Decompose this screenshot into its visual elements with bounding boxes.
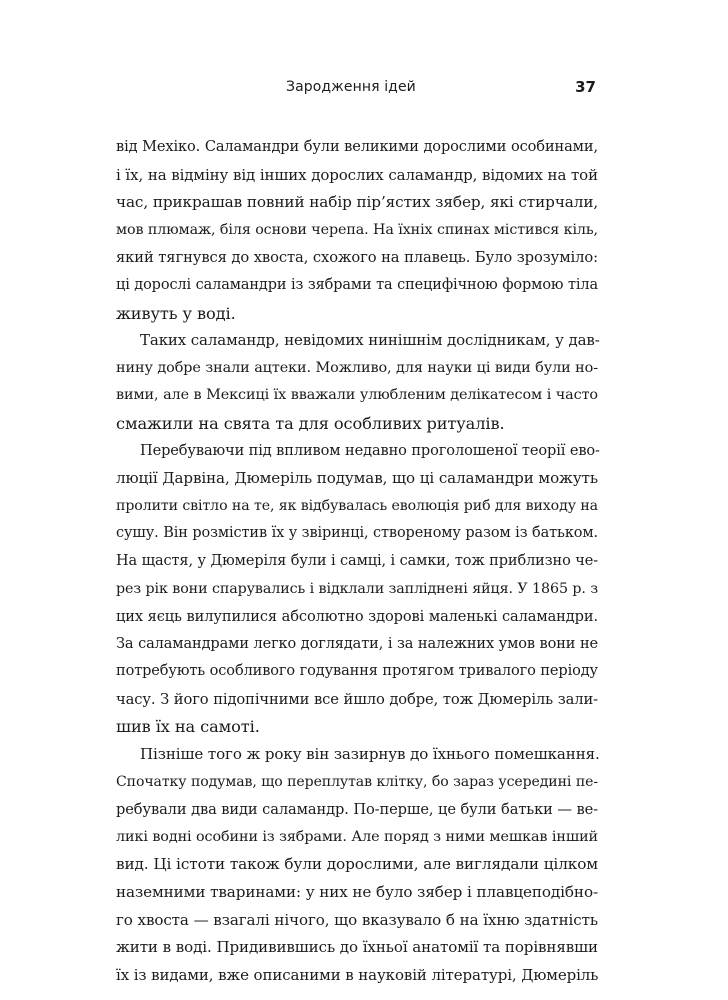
text-line: люції Дарвіна, Дюмеріль подумав, що ці саламандри можуть (116, 469, 598, 488)
running-header (116, 76, 596, 98)
text-line: Перебуваючи під впливом недавно проголошеної теорії ево- (140, 442, 600, 459)
body-text (116, 134, 598, 989)
text-line: і їх, на відміну від інших дорослих саламандр, відомих на той (116, 165, 598, 184)
text-line: нину добре знали ацтеки. Можливо, для науки ці види були но- (116, 359, 598, 376)
text-line: який тягнувся до хвоста, схожого на плавець. Було зрозуміло: (116, 249, 598, 267)
text-line: Таких саламандр, невідомих нинішнім дослідникам, у дав- (140, 331, 600, 350)
text-line: їх із видами, вже описаними в науковій літературі, Дюмеріль (116, 965, 599, 984)
page-number: 37 (575, 78, 596, 96)
text-line: го хвоста — взагалі нічого, що вказувало б на їхню здатність (116, 910, 598, 929)
text-line: Пізніше того ж року він зазирнув до їхнього помешкання. (140, 745, 600, 764)
text-line: пролити світло на те, як відбувалась еволюція риб для виходу на (116, 497, 598, 514)
text-line: Спочатку подумав, що переплутав клітку, бо зараз усередині пе- (116, 773, 598, 790)
chapter-title: Зародження ідей (286, 79, 416, 95)
text-line: часу. З його підопічними все йшло добре, тож Дюмеріль зали- (116, 690, 598, 708)
text-line: смажили на свята та для особливих ритуалів. (116, 413, 505, 433)
text-line: шив їх на самоті. (116, 717, 260, 737)
text-line: цих яєць вилупилися абсолютно здорові маленькі саламандри. (116, 608, 598, 626)
text-line: мов плюмаж, біля основи черепа. На їхніх спинах містився кіль, (116, 221, 598, 238)
text-line: час, прикрашав повний набір пір’ястих зябер, які стирчали, (116, 193, 599, 212)
paragraph (116, 327, 598, 437)
text-line: наземними тваринами: у них не було зябер і плавцеподібно- (116, 883, 598, 902)
text-line: ликі водні особини із зябрами. Але поряд з ними мешкав інший (116, 828, 598, 845)
text-line: За саламандрами легко доглядати, і за належних умов вони не (116, 635, 598, 652)
text-line: сушу. Він розмістив їх у звіринці, створеному разом із батьком. (116, 525, 598, 542)
paragraph (116, 438, 598, 742)
text-line: На щастя, у Дюмеріля були і самці, і самки, тож приблизно че- (116, 552, 598, 569)
paragraph (116, 741, 598, 989)
text-line: ребували два види саламандр. По-перше, це були батьки — ве- (116, 801, 598, 819)
paragraph (116, 134, 598, 327)
text-line: вими, але в Мексиці їх вважали улюбленим делікатесом і часто (116, 387, 598, 404)
text-line: потребують особливого годування протягом тривалого періоду (116, 663, 598, 680)
text-line: рез рік вони спарувались і відклали запліднені яйця. У 1865 р. з (116, 580, 598, 597)
text-line: від Мехіко. Саламандри були великими дорослими особинами, (116, 139, 598, 155)
text-line: жити в воді. Придивившись до їхньої анатомії та порівнявши (116, 938, 598, 957)
text-line: живуть у воді. (116, 303, 236, 323)
text-line: ці дорослі саламандри із зябрами та специфічною формою тіла (116, 276, 598, 293)
text-line: вид. Ці істоти також були дорослими, але виглядали цілком (116, 855, 599, 874)
